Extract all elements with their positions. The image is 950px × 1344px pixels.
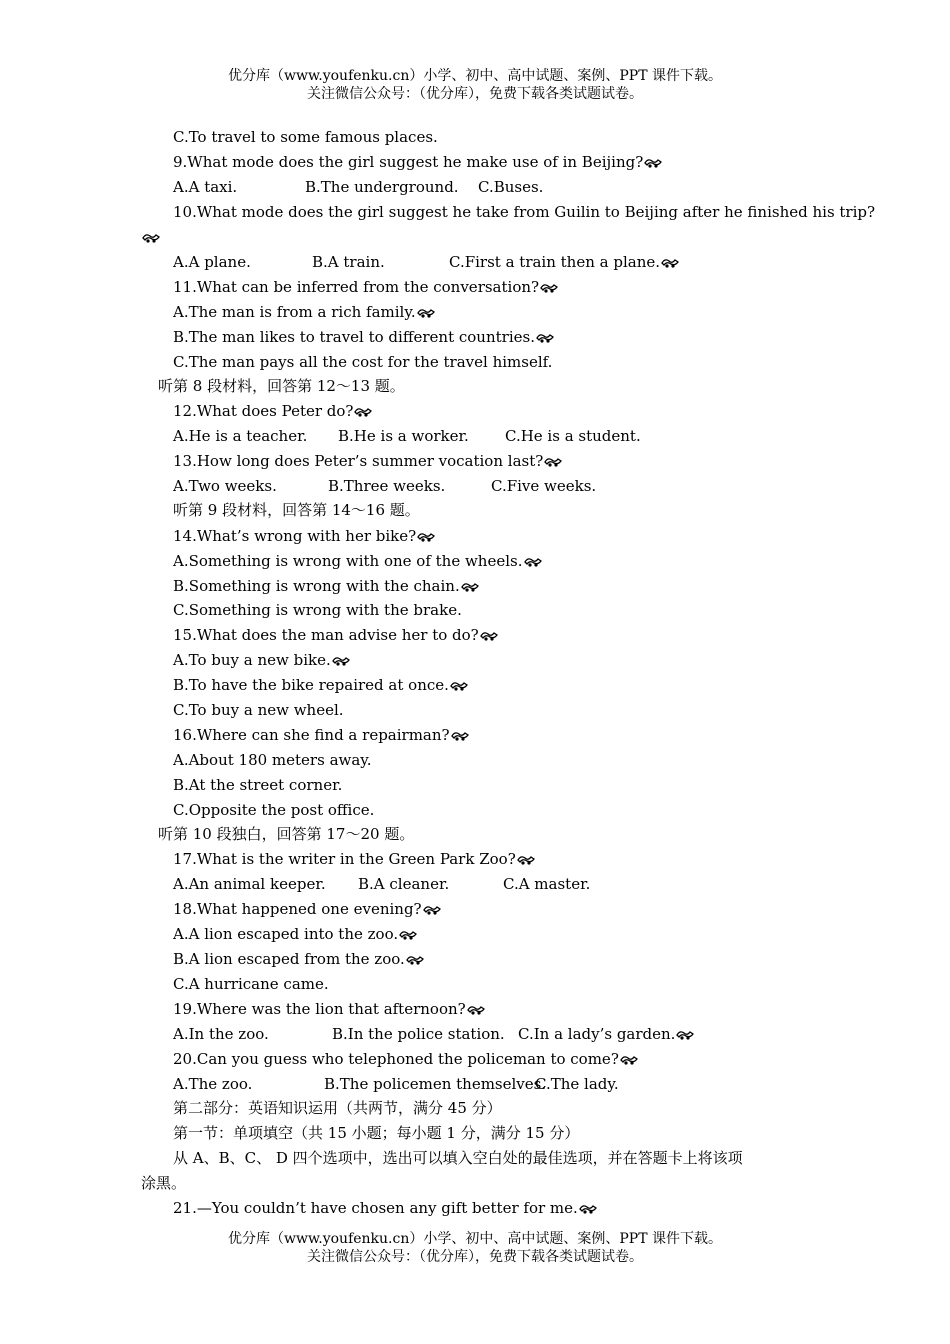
question-16: 16.Where can she find a repairman? [173, 725, 469, 745]
question-12: 12.What does Peter do? [173, 401, 372, 421]
text-mark-icon [467, 1004, 485, 1016]
text-mark-icon [544, 456, 562, 468]
question-10-mark [141, 227, 160, 247]
question-19: 19.Where was the lion that afternoon? [173, 999, 485, 1019]
q16-option-c: C.Opposite the post office. [173, 801, 375, 819]
text-mark-icon [406, 954, 424, 966]
q17-options: A.An animal keeper. B.A cleaner. C.A master. [173, 875, 591, 893]
q16-option-a: A.About 180 meters away. [173, 751, 372, 769]
text-mark-icon [480, 630, 498, 642]
question-9: 9.What mode does the girl suggest he make use of in Beijing? [173, 152, 662, 172]
text-mark-icon [354, 406, 372, 418]
q8-option-c: C.To travel to some famous places. [173, 128, 438, 146]
question-14: 14.What’s wrong with her bike? [173, 526, 435, 546]
q18-option-c: C.A hurricane came. [173, 975, 329, 993]
text-mark-icon [579, 1203, 597, 1215]
q13-options: A.Two weeks. B.Three weeks. C.Five weeks. [173, 477, 597, 495]
text-mark-icon [332, 655, 350, 667]
q20-options: A.The zoo. B.The policemen themselves.C.The lady. [173, 1075, 619, 1093]
text-mark-icon [676, 1029, 694, 1041]
q16-option-b: B.At the street corner. [173, 776, 343, 794]
q14-option-c: C.Something is wrong with the brake. [173, 601, 462, 619]
text-mark-icon [423, 904, 441, 916]
question-21: 21.—You couldn’t have chosen any gift better for me. [173, 1198, 597, 1218]
text-mark-icon [661, 257, 679, 269]
q18-option-b: B.A lion escaped from the zoo. [173, 949, 424, 969]
question-18: 18.What happened one evening? [173, 899, 441, 919]
page-header-line2: 关注微信公众号：（优分库），免费下载各类试题试卷。 [307, 86, 643, 102]
text-mark-icon [451, 730, 469, 742]
text-mark-icon [620, 1054, 638, 1066]
section-10-heading: 听第 10 段独白，回答第 17～20 题。 [158, 825, 415, 843]
q14-option-a: A.Something is wrong with one of the wheels. [173, 551, 542, 571]
text-mark-icon [536, 332, 554, 344]
instructions-cont: 涂黑。 [141, 1174, 187, 1192]
text-mark-icon [461, 581, 479, 593]
instructions: 从 A、B、C、 D 四个选项中，选出可以填入空白处的最佳选项，并在答题卡上将该项 [173, 1149, 743, 1167]
text-mark-icon [417, 307, 435, 319]
q11-option-b: B.The man likes to travel to different countries. [173, 327, 554, 347]
text-mark-icon [517, 854, 535, 866]
question-10: 10.What mode does the girl suggest he take from Guilin to Beijing after he finished his trip? [173, 203, 876, 221]
page-footer-line1: 优分库（www.youfenku.cn）小学、初中、高中试题、案例、PPT 课件下载。 [227, 1231, 722, 1247]
page-header-line1: 优分库（www.youfenku.cn）小学、初中、高中试题、案例、PPT 课件下载。 [227, 68, 722, 84]
section-8-heading: 听第 8 段材料，回答第 12～13 题。 [158, 377, 405, 395]
question-15: 15.What does the man advise her to do? [173, 625, 498, 645]
q12-options: A.He is a teacher. B.He is a worker. C.He is a student. [173, 427, 641, 445]
text-mark-icon [450, 680, 468, 692]
q15-option-a: A.To buy a new bike. [173, 650, 350, 670]
q10-options: A.A plane. B.A train. C.First a train then a plane. [173, 252, 679, 272]
text-mark-icon [399, 929, 417, 941]
part-2-section-1-heading: 第一节：单项填空（共 15 小题；每小题 1 分，满分 15 分） [173, 1124, 580, 1142]
q19-options: A.In the zoo. B.In the police station. C.In a lady’s garden. [173, 1024, 694, 1044]
q14-option-b: B.Something is wrong with the chain. [173, 576, 479, 596]
text-mark-icon [142, 232, 160, 244]
text-mark-icon [524, 556, 542, 568]
q15-option-b: B.To have the bike repaired at once. [173, 675, 468, 695]
text-mark-icon [644, 157, 662, 169]
q9-options: A.A taxi. B.The underground. C.Buses. [173, 178, 544, 196]
section-9-heading: 听第 9 段材料，回答第 14～16 题。 [173, 501, 420, 519]
question-11: 11.What can be inferred from the conversation? [173, 277, 558, 297]
text-mark-icon [417, 531, 435, 543]
page-footer-line2: 关注微信公众号：（优分库），免费下载各类试题试卷。 [307, 1249, 643, 1265]
part-2-heading: 第二部分：英语知识运用（共两节，满分 45 分） [173, 1099, 502, 1117]
q18-option-a: A.A lion escaped into the zoo. [173, 924, 417, 944]
q15-option-c: C.To buy a new wheel. [173, 701, 344, 719]
q11-option-a: A.The man is from a rich family. [173, 302, 435, 322]
q11-option-c: C.The man pays all the cost for the travel himself. [173, 353, 553, 371]
question-17: 17.What is the writer in the Green Park Zoo? [173, 849, 535, 869]
question-20: 20.Can you guess who telephoned the policeman to come? [173, 1049, 638, 1069]
question-13: 13.How long does Peter’s summer vocation last? [173, 451, 562, 471]
text-mark-icon [540, 282, 558, 294]
